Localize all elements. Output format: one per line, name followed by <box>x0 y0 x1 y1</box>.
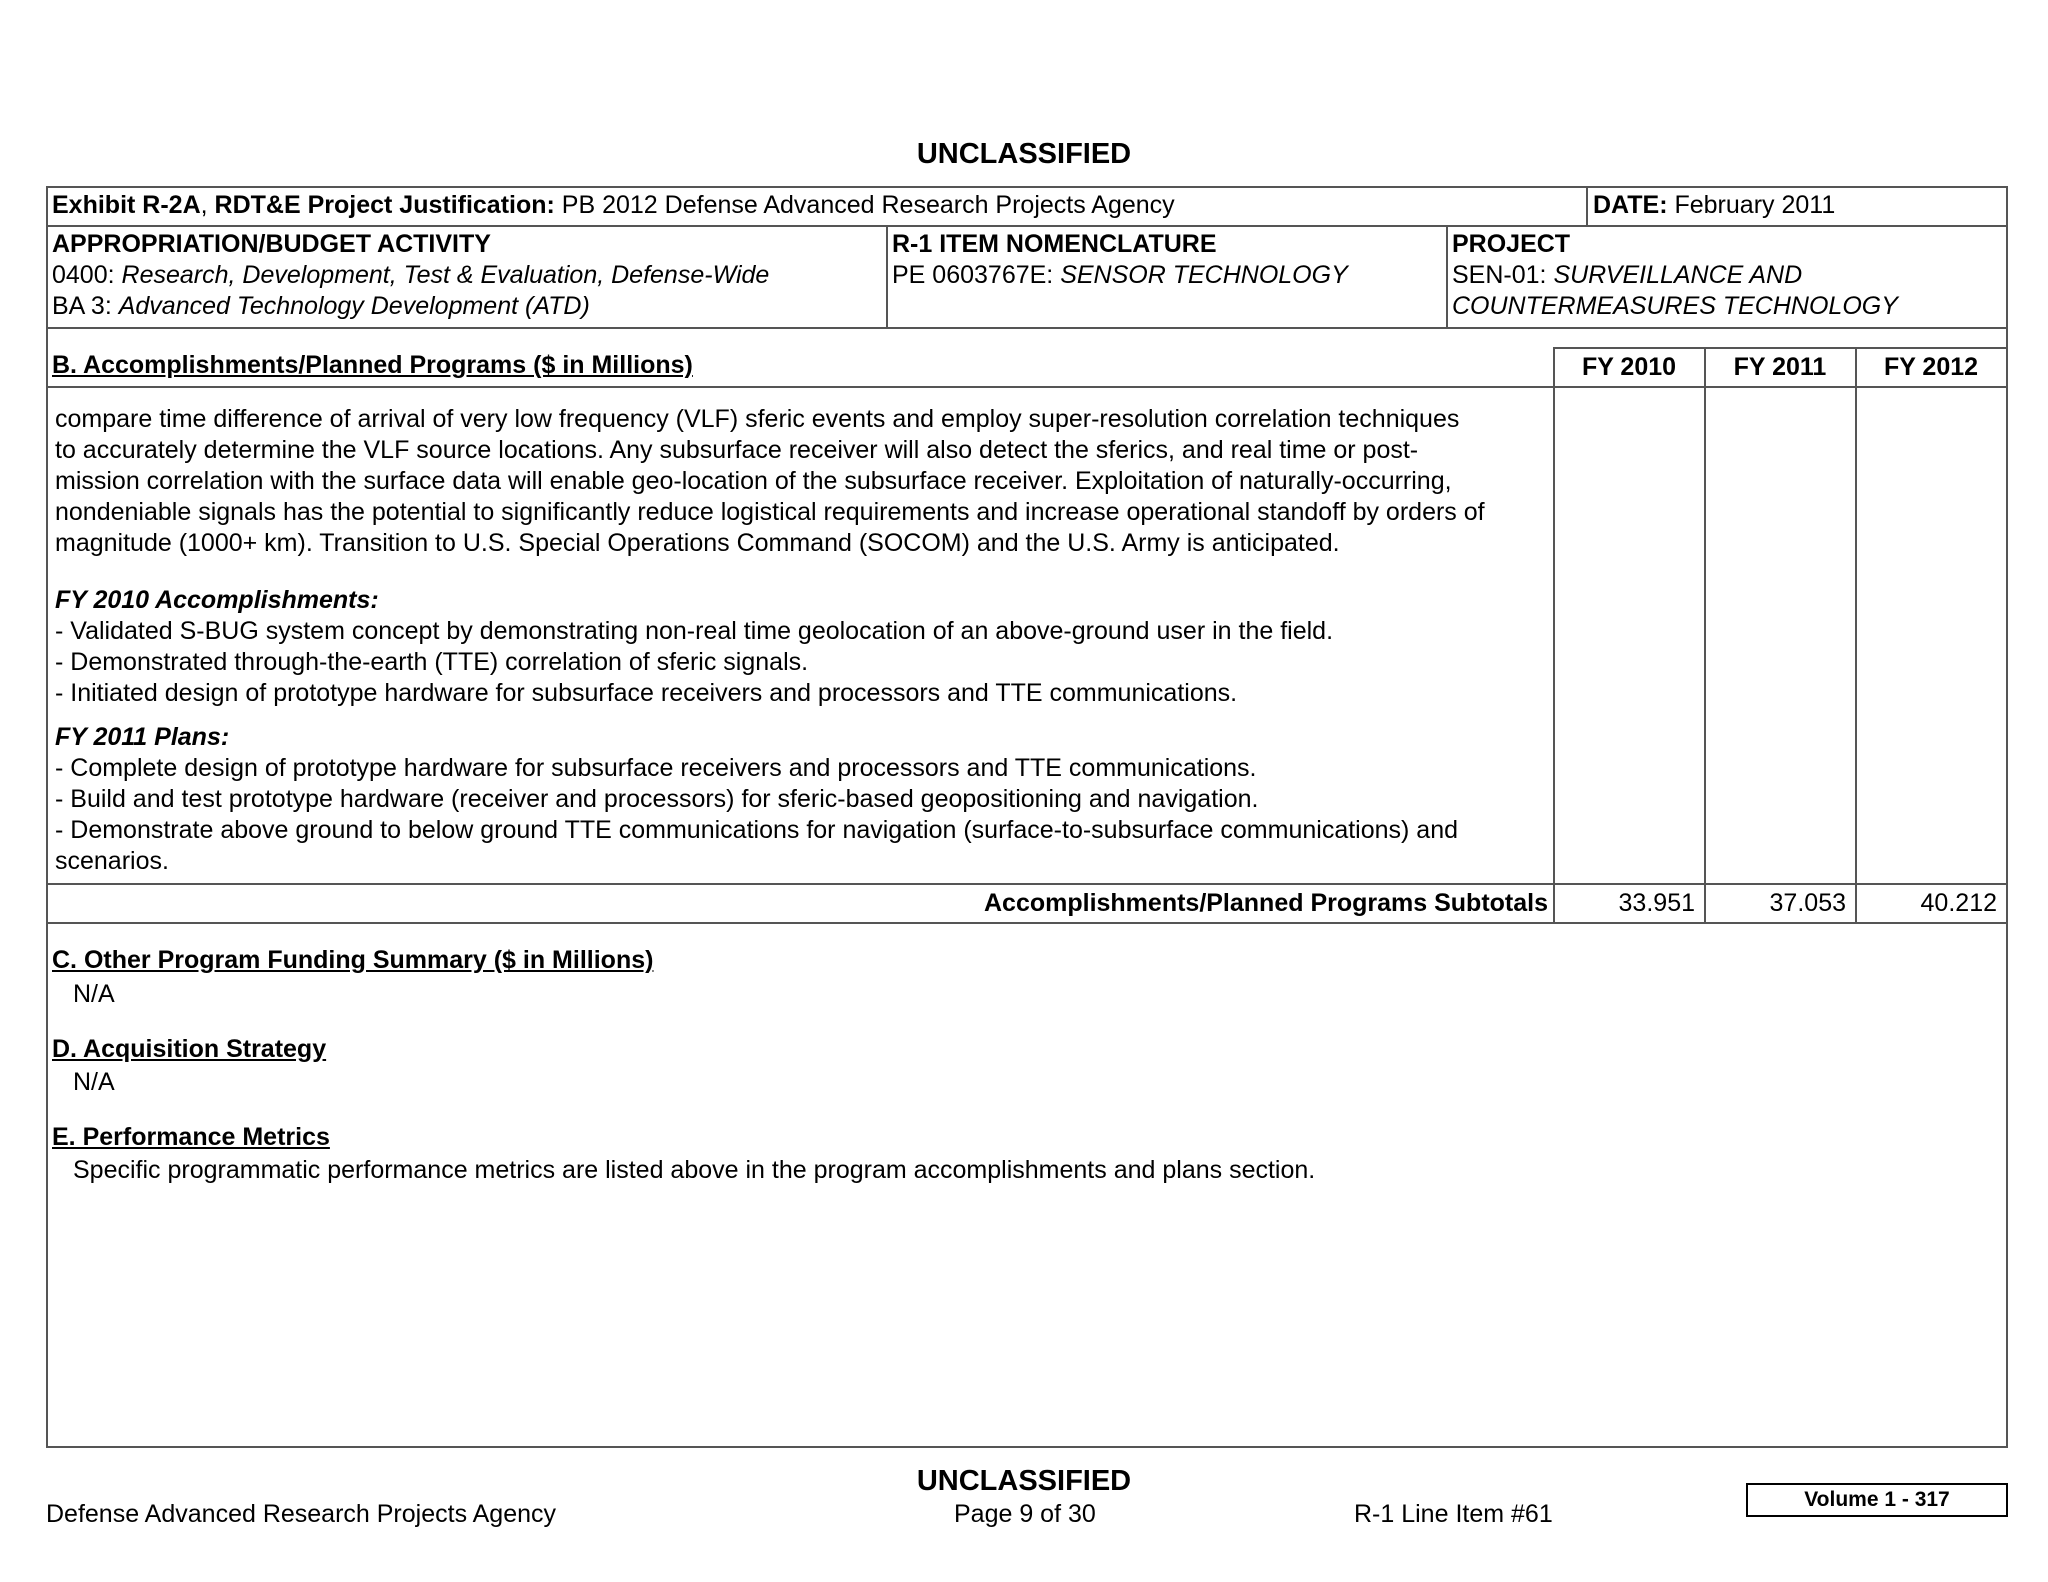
divider <box>1704 347 1706 923</box>
project-code: SEN-01: <box>1452 261 1554 289</box>
description-line: mission correlation with the surface data will enable geo-location of the subsurface receiver. Exploitation of naturally-occurring, <box>55 467 1452 495</box>
appropriation-cell <box>52 229 769 322</box>
description-line: magnitude (1000+ km). Transition to U.S. Special Operations Command (SOCOM) and the U.S. Army is anticipated. <box>55 529 1340 557</box>
list-item: scenarios. <box>55 847 169 875</box>
list-item: - Complete design of prototype hardware for subsurface receivers and processors and TTE communications. <box>55 754 1257 782</box>
nomenclature-heading: R-1 ITEM NOMENCLATURE <box>892 230 1217 258</box>
appropriation-heading: APPROPRIATION/BUDGET ACTIVITY <box>52 230 491 258</box>
footer-page-number: Page 9 of 30 <box>954 1500 1096 1528</box>
appropriation-text: Research, Development, Test & Evaluation, Defense-Wide <box>121 261 770 289</box>
budget-activity-line <box>52 291 769 322</box>
divider <box>46 327 2008 329</box>
column-header-fy2010: FY 2010 <box>1581 353 1677 381</box>
divider <box>46 922 2008 924</box>
section-c-text: N/A <box>73 980 115 1008</box>
description-line: to accurately determine the VLF source locations. Any subsurface receiver will also detect the sferics, and real time or post- <box>55 436 1419 464</box>
column-header-fy2011: FY 2011 <box>1733 353 1827 381</box>
project-line-1 <box>1452 260 1898 291</box>
nomenclature-cell <box>892 229 1348 291</box>
fy2010-accomplishments <box>55 585 1333 709</box>
exhibit-date <box>1593 190 1835 221</box>
section-e-text: Specific programmatic performance metrics are listed above in the program accomplishments and plans section. <box>73 1156 1316 1184</box>
date-label: DATE: <box>1593 191 1668 219</box>
divider <box>886 225 888 328</box>
footer-agency: Defense Advanced Research Projects Agency <box>46 1500 557 1528</box>
volume-page-box: Volume 1 - 317 <box>1746 1483 2008 1517</box>
divider <box>1446 225 1448 328</box>
list-item: - Initiated design of prototype hardware for subsurface receivers and processors and TTE communications. <box>55 679 1238 707</box>
classification-top: UNCLASSIFIED <box>916 138 1132 170</box>
fy2010-heading: FY 2010 Accomplishments: <box>55 586 379 614</box>
date-value: February 2011 <box>1667 191 1836 219</box>
subtotal-label: Accomplishments/Planned Programs Subtotals <box>983 889 1548 917</box>
divider <box>46 883 2008 885</box>
section-e-heading: E. Performance Metrics <box>52 1123 330 1151</box>
appropriation-code: 0400: <box>52 261 122 289</box>
section-d-heading: D. Acquisition Strategy <box>52 1035 327 1063</box>
footer-line-item: R-1 Line Item #61 <box>1354 1500 1553 1528</box>
divider <box>1586 186 1588 226</box>
budget-activity-text: Advanced Technology Development (ATD) <box>118 292 590 320</box>
program-description <box>55 404 1485 559</box>
section-b-heading: B. Accomplishments/Planned Programs ($ in Millions) <box>52 351 693 379</box>
column-header-fy2012: FY 2012 <box>1883 353 1979 381</box>
section-d-text: N/A <box>73 1068 115 1096</box>
description-line: nondeniable signals has the potential to significantly reduce logistical requirements and increase operational standoff by orders of <box>55 498 1485 526</box>
exhibit-justification-label: RDT&E Project Justification: <box>214 191 555 219</box>
divider <box>1553 347 2008 349</box>
subtotal-fy2010: 33.951 <box>1618 889 1695 917</box>
list-item: - Build and test prototype hardware (receiver and processors) for sferic-based geopositioning and navigation. <box>55 785 1259 813</box>
list-item: - Validated S-BUG system concept by demonstrating non-real time geolocation of an above-ground user in the field. <box>55 617 1334 645</box>
description-line: compare time difference of arrival of very low frequency (VLF) sferic events and employ super-resolution correlation techniques <box>55 405 1460 433</box>
exhibit-agency: PB 2012 Defense Advanced Research Projects Agency <box>554 191 1175 219</box>
divider <box>46 225 2008 227</box>
project-heading: PROJECT <box>1452 230 1571 258</box>
exhibit-label: Exhibit R-2A <box>52 191 201 219</box>
divider <box>1553 347 1555 923</box>
nomenclature-text: SENSOR TECHNOLOGY <box>1060 261 1348 289</box>
divider <box>46 386 2008 388</box>
fy2011-heading: FY 2011 Plans: <box>55 723 230 751</box>
section-c-heading: C. Other Program Funding Summary ($ in Millions) <box>52 946 654 974</box>
list-item: - Demonstrated through-the-earth (TTE) correlation of sferic signals. <box>55 648 809 676</box>
project-cell <box>1452 229 1898 322</box>
divider <box>1855 347 1857 923</box>
nomenclature-line <box>892 260 1348 291</box>
exhibit-separator: , <box>200 191 215 219</box>
appropriation-line-1 <box>52 260 769 291</box>
subtotal-fy2012: 40.212 <box>1920 889 1997 917</box>
project-line-2: COUNTERMEASURES TECHNOLOGY <box>1452 292 1898 320</box>
fy2011-plans <box>55 722 1458 877</box>
nomenclature-code: PE 0603767E: <box>892 261 1061 289</box>
project-text-1: SURVEILLANCE AND <box>1553 261 1803 289</box>
subtotal-fy2011: 37.053 <box>1769 889 1846 917</box>
budget-activity-code: BA 3: <box>52 292 119 320</box>
exhibit-title <box>52 190 1175 221</box>
classification-bottom: UNCLASSIFIED <box>916 1465 1132 1497</box>
list-item: - Demonstrate above ground to below ground TTE communications for navigation (surface-to-subsurface communications) and <box>55 816 1459 844</box>
